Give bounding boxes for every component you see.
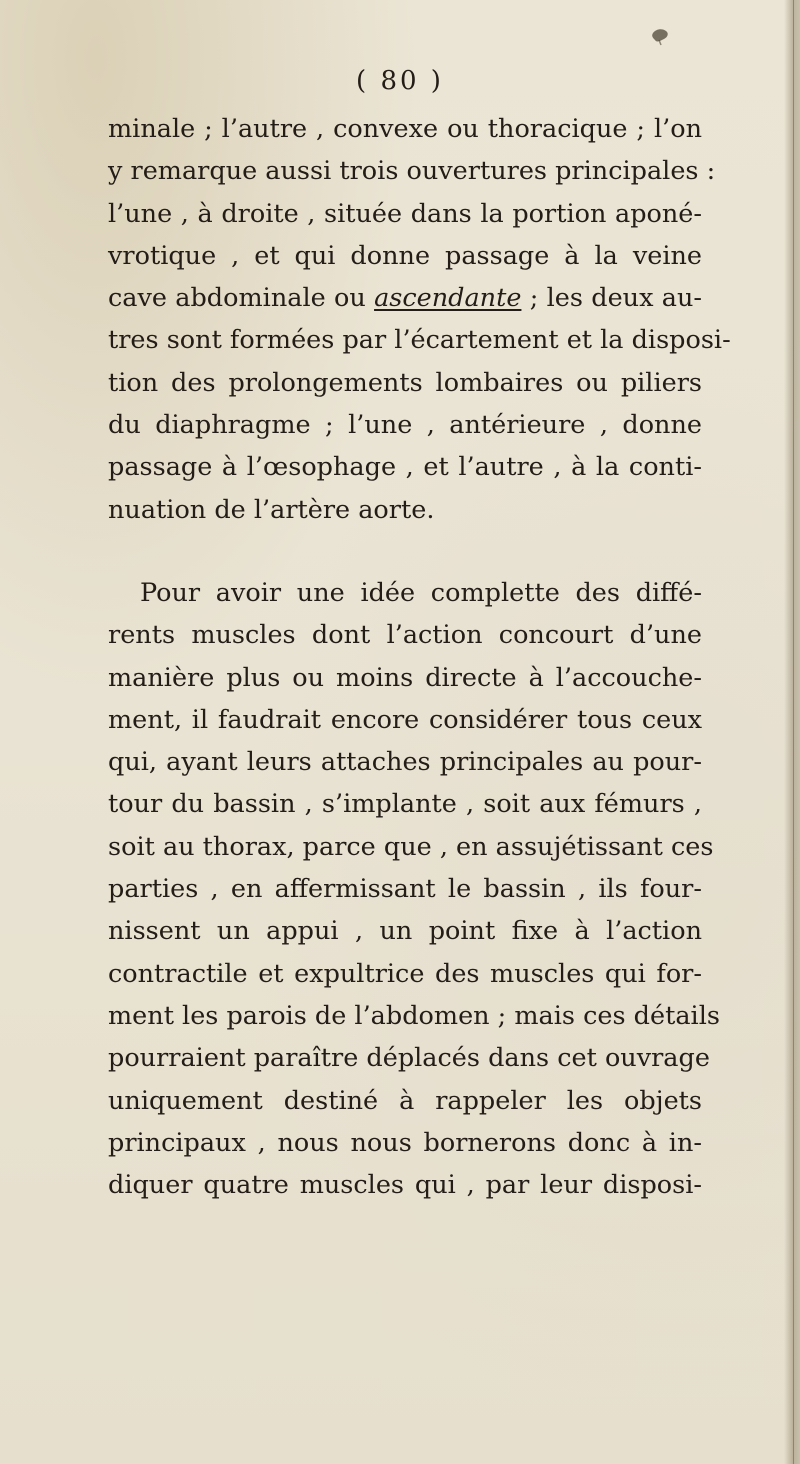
text-line: qui, ayant leurs attaches principales au pour- <box>108 747 702 778</box>
text-line-indented: Pour avoir une idée complette des diffé- <box>140 578 702 608</box>
text-line: nissent un appui , un point fixe à l’action <box>108 916 702 947</box>
text-line: y remarque aussi trois ouvertures principales : <box>108 156 716 187</box>
emphasized-term: ascendante <box>374 283 522 314</box>
paragraph-1 <box>108 108 731 531</box>
text-line: passage à l’œsophage , et l’autre , à la conti- <box>108 452 702 483</box>
text-line: minale ; l’autre , convexe ou thoracique ; l’on <box>108 114 702 144</box>
text-line: tion des prolongements lombaires ou piliers <box>108 367 702 398</box>
page-edge-shadow <box>784 0 800 1464</box>
text-run: ; les deux au- <box>521 283 703 314</box>
text-line: nuation de l’artère aorte. <box>108 494 435 525</box>
text-line: contractile et expultrice des muscles qui for- <box>108 958 702 989</box>
paragraph-2 <box>108 572 720 1206</box>
text-line: rents muscles dont l’action concourt d’une <box>108 620 702 651</box>
text-line: principaux , nous nous bornerons donc à in- <box>108 1127 702 1158</box>
text-line-with-emphasis <box>108 277 702 319</box>
text-line: tour du bassin , s’implante , soit aux fémurs , <box>108 789 702 820</box>
text-line: ment les parois de l’abdomen ; mais ces détails <box>108 1000 720 1031</box>
text-line: diquer quatre muscles qui , par leur disposi- <box>108 1170 702 1201</box>
text-line: l’une , à droite , située dans la portion aponé- <box>108 198 702 229</box>
text-line: uniquement destiné à rappeler les objets <box>108 1085 702 1116</box>
text-line: tres sont formées par l’écartement et la disposi- <box>108 325 731 356</box>
text-line: manière plus ou moins directe à l’accouche- <box>108 662 702 693</box>
text-line: vrotique , et qui donne passage à la veine <box>108 240 702 271</box>
text-line: ment, il faudrait encore considérer tous ceux <box>108 704 702 735</box>
page-edge-line <box>793 0 794 1464</box>
text-line: parties , en affermissant le bassin , ils four- <box>108 874 702 905</box>
text-run: cave abdominale ou <box>108 283 375 314</box>
text-line: du diaphragme ; l’une , antérieure , donne <box>108 410 702 441</box>
text-line: soit au thorax, parce que , en assujétissant ces <box>108 831 714 862</box>
text-line: pourraient paraître déplacés dans cet ouvrage <box>108 1043 710 1074</box>
ink-stain-mark <box>650 24 672 46</box>
page-number: ( 80 ) <box>356 66 444 96</box>
